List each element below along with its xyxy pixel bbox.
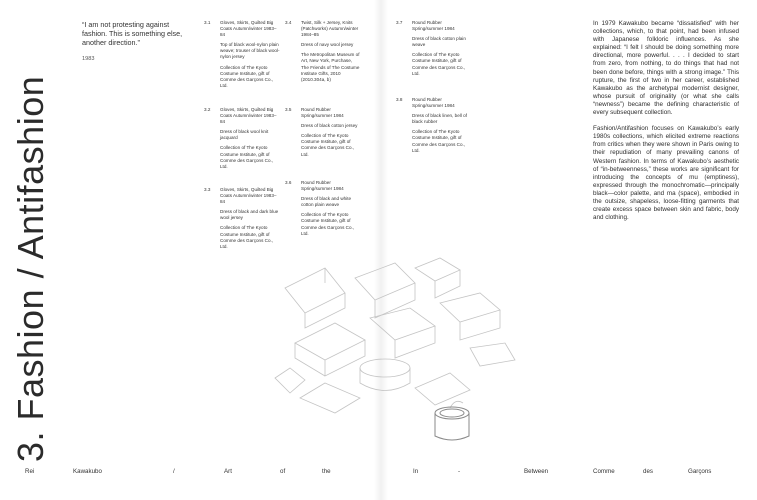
footer-word: Garçons xyxy=(688,468,712,475)
entry-title: Round Rubber Spring/summer 1984 xyxy=(301,107,344,119)
entry-number: 3.8 xyxy=(396,97,403,102)
entry-description: Dress of black cotton plain weave xyxy=(412,36,466,48)
entry-credit: The Metropolitan Museum of Art, New York, Purchase, The Friends of The Costume Institute Gifts, 2010 (2010.304a, b) xyxy=(301,52,360,82)
entry-number: 3.6 xyxy=(285,180,292,185)
essay-text xyxy=(593,20,739,230)
essay-paragraph: Fashion/Antifashion focuses on Kawakubo’s early 1980s collections, which elicited extreme reactions from critics when they were shown in Paris owing to their repudiation of many prevailing canons of Western fashion. In terms of Kawakubo’s aesthetic of “in-betweenness,” these works are significant for introducing the concepts of mu (emptiness), expressed through the monochromatic—principally black—color palette, and ma (space), embodied in the outsize, shapeless, loose-fitting garments that create excess space between skin and fabric, body and clothing. xyxy=(593,125,739,222)
entry-description: Dress of black and dark blue wool jersey xyxy=(220,209,279,221)
entry-number: 3.7 xyxy=(396,20,403,25)
entry-credit: Collection of The Kyoto Costume Institute, gift of Comme des Garçons Co., Ltd. xyxy=(301,133,355,157)
entry-number: 3.4 xyxy=(285,20,292,25)
entry-number: 3.3 xyxy=(204,187,211,192)
entry-number: 3.1 xyxy=(204,20,211,25)
entry-title: Gloves, Skirts, Quilted Big Coats Autumn/winter 1983–84 xyxy=(220,187,277,205)
entry-description: Dress of navy wool jersey xyxy=(301,42,354,48)
footer-word: Between xyxy=(524,468,549,475)
entry-credit: Collection of The Kyoto Costume Institute, gift of Comme des Garçons Co., Ltd. xyxy=(220,145,274,169)
entry-number: 3.5 xyxy=(285,107,292,112)
section-title: 3. Fashion / Antifashion xyxy=(10,75,51,462)
entry-credit: Collection of The Kyoto Costume Institute, gift of Comme des Garçons Co., Ltd. xyxy=(301,212,355,236)
entry-credit: Collection of The Kyoto Costume Institute, gift of Comme des Garçons Co., Ltd. xyxy=(220,64,274,88)
entry-description: Dress of black wool knit jacquard xyxy=(220,129,269,141)
footer-word: / xyxy=(173,468,175,475)
entry-number: 3.2 xyxy=(204,107,211,112)
entry-title: Round Rubber Spring/summer 1984 xyxy=(412,97,455,109)
footer-word: - xyxy=(458,468,461,475)
entry-title: Twist, Silk + Jersey, Knits (Patchworks) Autumn/winter 1984–85 xyxy=(301,20,359,38)
footer-word: Comme xyxy=(593,468,615,475)
entry-title: Round Rubber Spring/summer 1984 xyxy=(301,180,344,192)
footer-word: Rei xyxy=(25,468,35,475)
footer-word: Art xyxy=(224,468,232,475)
entry-description: Dress of black cotton jersey xyxy=(301,123,358,129)
entry-title: Round Rubber Spring/summer 1984 xyxy=(412,20,455,32)
garment-shapes-illustration xyxy=(265,248,585,448)
entry-credit: Collection of The Kyoto Costume Institute, gift of Comme des Garçons Co., Ltd. xyxy=(220,225,274,249)
epigraph-quote: “I am not protesting against fashion. This is something else, another direction.” xyxy=(82,20,183,48)
entry-credit: Collection of The Kyoto Costume Institute, gift of Comme des Garçons Co., Ltd. xyxy=(412,129,466,153)
entry-title: Gloves, Skirts, Quilted Big Coats Autumn/winter 1983–84 xyxy=(220,107,277,125)
entry-title: Gloves, Skirts, Quilted Big Coats Autumn/winter 1983–84 xyxy=(220,20,277,38)
footer-word: In xyxy=(413,468,419,475)
entry-description: Dress of black linen, bell of black rubber xyxy=(412,113,467,125)
footer-word: des xyxy=(643,468,653,475)
epigraph-year: 1983 xyxy=(82,56,95,62)
entry-description: Top of black wool-nylon plain weave; trouser of black wool-nylon jersey xyxy=(220,42,280,60)
footer-word: of xyxy=(280,468,286,475)
entry-description: Dress of black and white cotton plain weave xyxy=(301,196,352,208)
entry-credit: Collection of The Kyoto Costume Institute, gift of Comme des Garçons Co., Ltd. xyxy=(412,52,466,76)
essay-paragraph: In 1979 Kawakubo became “dissatisfied” with her collections, which, to that point, had been infused with Japanese folkloric influences. As she explained: “I felt I should be doing something more directional, more powerful. . . . I decided to start from zero, from nothing, to do things that had not been done before, things with a strong image.” This rupture, the first of two in her career, established Kawakubo as the archetypal modernist designer, whose pursuit of originality (or what she calls “newness”) became the defining characteristic of every subsequent collection. xyxy=(593,20,739,117)
footer-word: the xyxy=(322,468,331,475)
footer-word: Kawakubo xyxy=(73,468,102,475)
